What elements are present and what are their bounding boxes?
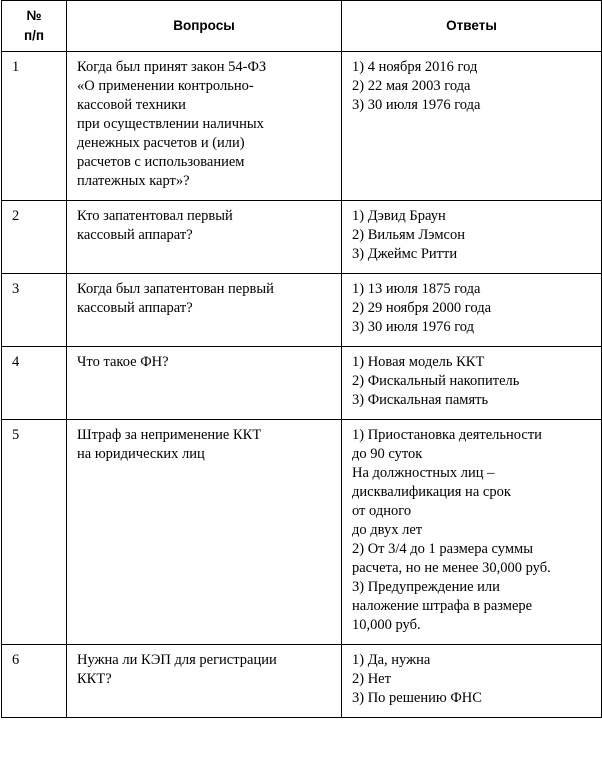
table-row xyxy=(2,420,602,645)
answer-line: 1) Дэвид Браун xyxy=(352,208,446,224)
row-number: 3 xyxy=(2,274,67,347)
answer-line: до 90 суток xyxy=(352,446,423,462)
question-line: Когда был запатентован первый xyxy=(77,281,274,297)
question-line: расчетов с использованием xyxy=(77,154,245,170)
header-number-line: № xyxy=(26,8,42,23)
question-line: Нужна ли КЭП для регистрации xyxy=(77,652,277,668)
answer-line: 2) Фискальный накопитель xyxy=(352,373,520,389)
answer-line: дисквалификация на срок xyxy=(352,484,511,500)
answer-line: 3) 30 июля 1976 года xyxy=(352,97,481,113)
question-line: кассовой техники xyxy=(77,97,186,113)
question-line: Кто запатентовал первый xyxy=(77,208,233,224)
table-row xyxy=(2,645,602,718)
answer-line: 3) Предупреждение или xyxy=(352,579,500,595)
question-line: ККТ? xyxy=(77,671,112,687)
header-number xyxy=(2,1,67,52)
row-number: 4 xyxy=(2,347,67,420)
question-cell xyxy=(67,52,342,201)
answer-line: 2) От 3/4 до 1 размера суммы xyxy=(352,541,533,557)
table-row xyxy=(2,274,602,347)
answer-line: наложение штрафа в размере xyxy=(352,598,533,614)
answer-line: На должностных лиц – xyxy=(352,465,495,481)
question-line: денежных расчетов и (или) xyxy=(77,135,245,151)
answer-line: 2) Вильям Лэмсон xyxy=(352,227,466,243)
row-number: 5 xyxy=(2,420,67,645)
header-number-line: п/п xyxy=(23,28,45,43)
answer-line: 10,000 руб. xyxy=(352,617,421,633)
answer-line: 2) 29 ноября 2000 года xyxy=(352,300,492,316)
question-cell xyxy=(67,201,342,274)
row-number: 2 xyxy=(2,201,67,274)
row-number: 1 xyxy=(2,52,67,201)
header-answers: Ответы xyxy=(342,1,602,52)
answer-line: 3) По решению ФНС xyxy=(352,690,482,706)
question-line: при осуществлении наличных xyxy=(77,116,264,132)
answer-line: 3) Джеймс Ритти xyxy=(352,246,458,262)
question-cell xyxy=(67,645,342,718)
question-cell xyxy=(67,420,342,645)
answer-cell xyxy=(342,645,602,718)
answer-cell xyxy=(342,420,602,645)
table-row xyxy=(2,347,602,420)
question-cell xyxy=(67,274,342,347)
answer-line: 2) 22 мая 2003 года xyxy=(352,78,471,94)
question-line: Когда был принят закон 54-ФЗ xyxy=(77,59,267,75)
answer-line: до двух лет xyxy=(352,522,423,538)
answer-line: 1) 13 июля 1875 года xyxy=(352,281,481,297)
header-questions: Вопросы xyxy=(67,1,342,52)
answer-line: 2) Нет xyxy=(352,671,391,687)
question-line: Что такое ФН? xyxy=(77,354,169,370)
answer-line: 3) Фискальная память xyxy=(352,392,489,408)
answer-line: 1) Да, нужна xyxy=(352,652,431,668)
question-line: Штраф за неприменение ККТ xyxy=(77,427,262,443)
question-cell xyxy=(67,347,342,420)
question-line: платежных карт»? xyxy=(77,173,190,189)
qa-table xyxy=(1,0,602,718)
table-row xyxy=(2,52,602,201)
question-line: на юридических лиц xyxy=(77,446,205,462)
row-number: 6 xyxy=(2,645,67,718)
answer-line: 1) Приостановка деятельности xyxy=(352,427,542,443)
answer-line: расчета, но не менее 30,000 руб. xyxy=(352,560,551,576)
answer-cell xyxy=(342,274,602,347)
answer-cell xyxy=(342,347,602,420)
table-row xyxy=(2,201,602,274)
question-line: кассовый аппарат? xyxy=(77,300,193,316)
answer-line: 1) Новая модель ККТ xyxy=(352,354,485,370)
answer-line: 3) 30 июля 1976 год xyxy=(352,319,475,335)
answer-cell xyxy=(342,201,602,274)
question-line: кассовый аппарат? xyxy=(77,227,193,243)
header-row xyxy=(2,1,602,52)
answer-line: от одного xyxy=(352,503,412,519)
question-line: «О применении контрольно- xyxy=(77,78,254,94)
answer-cell xyxy=(342,52,602,201)
answer-line: 1) 4 ноября 2016 год xyxy=(352,59,478,75)
